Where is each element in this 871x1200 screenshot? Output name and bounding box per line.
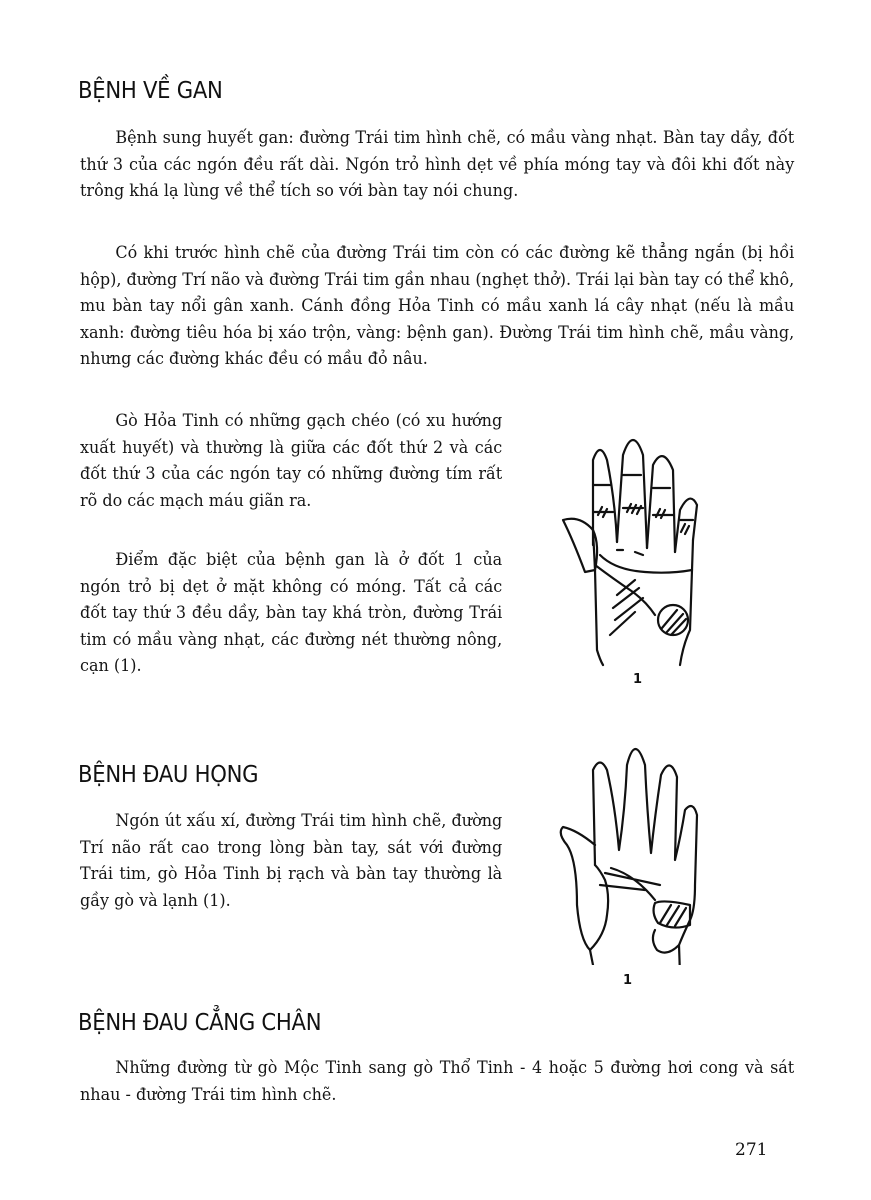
paragraph: Những đường từ gò Mộc Tinh sang gò Thổ Tinh - 4 hoặc 5 đường hơi cong và sát nhau - đường Trái tim hình chẽ.: [80, 1058, 795, 1105]
paragraph: Có khi trước hình chẽ của đường Trái tim còn có các đường kẽ thẳng ngắn (bị hồi hộp), đường Trí não và đường Trái tim gần nhau (nghẹt thở). Trái lại bàn tay có thể khô, mu bàn tay nổi gân xanh. Cánh đồng Hỏa Tinh có mầu xanh lá cây nhạt (nếu là mầu xanh: đường tiêu hóa bị xáo trộn, vàng: bệnh gan). Đường Trái tim hình chẽ, mầu vàng, nhưng các đường khác đều có mầu đỏ nâu.: [80, 243, 795, 369]
section-heading-liver: BỆNH VỀ GAN: [78, 78, 223, 104]
section-heading-throat: BỆNH ĐAU HỌNG: [78, 762, 259, 788]
figure-label: 1: [623, 973, 633, 988]
paragraph: Điểm đặc biệt của bệnh gan là ở đốt 1 của ngón trỏ bị dẹt ở mặt không có móng. Tất cả các đốt tay thứ 3 đều dầy, bàn tay khá tròn, đường Trái tim có mầu vàng nhạt, các đường nét thường nông, cạn (1).: [80, 550, 503, 676]
section-heading-shin: BỆNH ĐAU CẲNG CHÂN: [78, 1010, 322, 1036]
paragraph: Gò Hỏa Tinh có những gạch chéo (có xu hướng xuất huyết) và thường là giữa các đốt thứ 2 và các đốt thứ 3 của các ngón tay có những đường tím rất rõ do các mạch máu giãn ra.: [80, 411, 503, 511]
figure-label: 1: [633, 672, 643, 687]
paragraph: Ngón út xấu xí, đường Trái tim hình chẽ, đường Trí não rất cao trong lòng bàn tay, sát với đường Trái tim, gò Hỏa Tinh bị rạch và bàn tay thường là gầy gò và lạnh (1).: [80, 811, 503, 911]
palm-hand-illustration-liver: [555, 420, 705, 687]
palm-hand-illustration-throat: [555, 735, 705, 988]
paragraph: Bệnh sung huyết gan: đường Trái tim hình chẽ, có mầu vàng nhạt. Bàn tay dầy, đốt thứ 3 của các ngón đều rất dài. Ngón trỏ hình dẹt về phía móng tay và đôi khi đốt này trông khá lạ lùng về thể tích so với bàn tay nói chung.: [80, 128, 795, 201]
page-number: 271: [735, 1140, 768, 1160]
